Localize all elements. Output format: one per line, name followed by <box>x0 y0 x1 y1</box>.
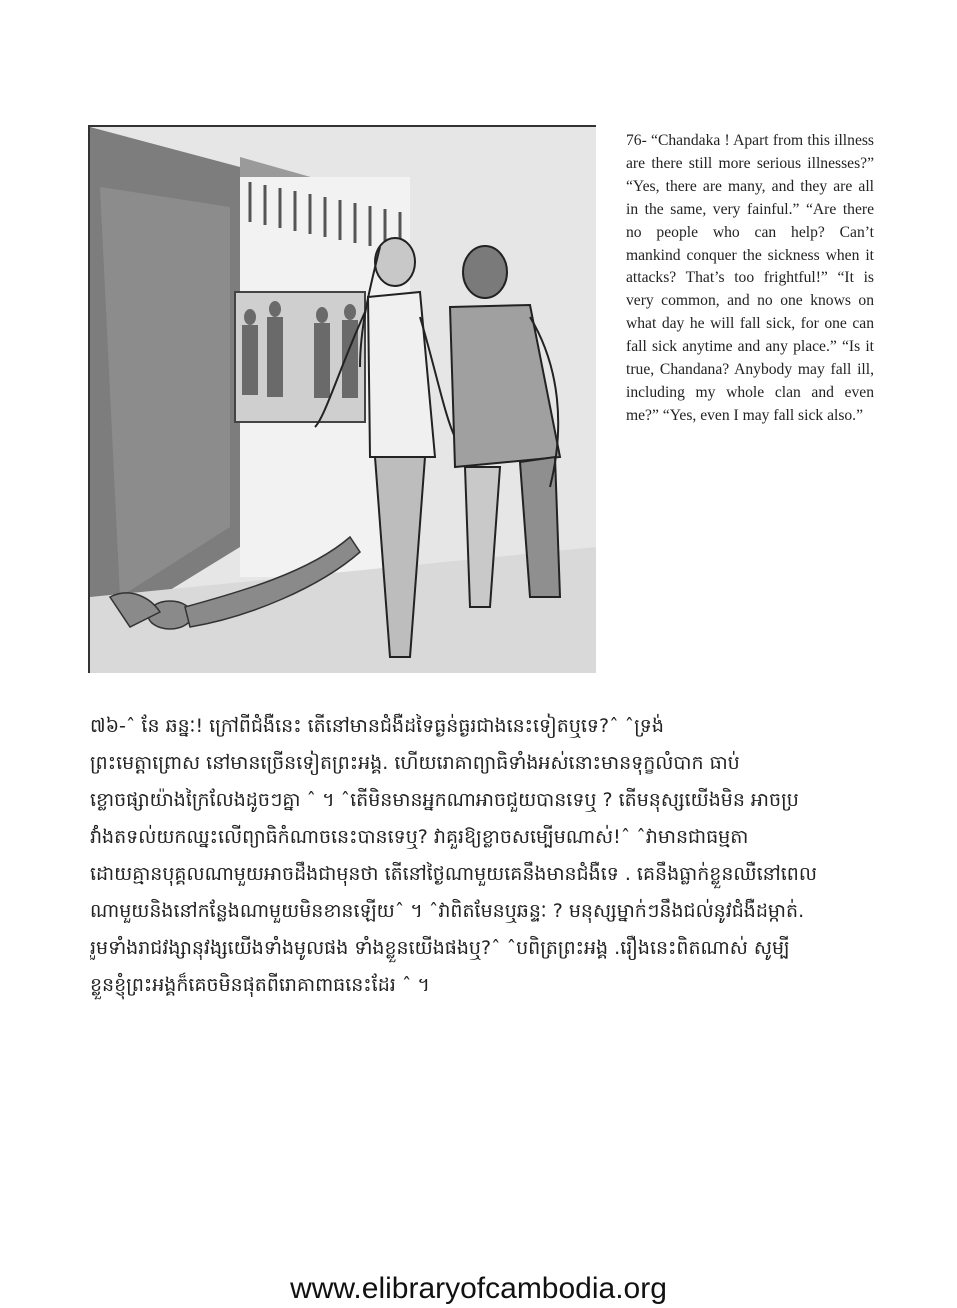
khmer-line-1: ៧៦-ˆ នែ ឆន្នៈ! ក្រៅពីជំងឺនេះ តើនៅមានជំងឺដទៃធ្ងន់ធ្ងរជាងនេះទៀតឬទេ?ˆ ˆទ្រង់ <box>90 715 664 737</box>
english-caption <box>626 130 874 428</box>
khmer-text-block <box>90 708 890 1004</box>
khmer-line-5: ដោយគ្មានបុគ្គលណាមួយអាចដឹងជាមុនថា តើនៅថ្ងៃណាមួយគេនឹងមានជំងឺទេ . គេនឹងធ្លាក់ខ្លួនឈឺនៅពេល <box>90 863 817 885</box>
chandaka-and-prince-viewing-sick-person-icon <box>90 127 596 673</box>
illustration <box>88 125 596 673</box>
khmer-line-8: ខ្លួនខ្ញុំព្រះអង្គក៏គេចមិនផុតពីរោគាពាធនេះដែរ ˆ ។ <box>90 974 430 996</box>
footer-url[interactable]: www.elibraryofcambodia.org <box>290 1272 667 1305</box>
khmer-line-4: វាំងតទល់យកឈ្នះលើព្យាធិកំណាចនេះបានទេឬ? វាគួរឱ្យខ្លាចសម្បើមណាស់!ˆ ˆវាមានជាធម្មតា <box>90 826 749 848</box>
khmer-line-3: ខ្លោចផ្សាយ៉ាងក្រៃលែងដូចៗគ្នា ˆ ។ ˆតើមិនមានអ្នកណាអាចជួយបានទេឬ ? តើមនុស្សយើងមិន អាចប្រ <box>90 789 799 811</box>
english-paragraph: 76- “Chandaka ! Apart from this illness are there still more serious illnesses?” “Yes, there are many, and they are all in the same, very fainful.” “Are there no people who can help? Can’t mankind conquer the sickness when it attacks? That’s too frightful!” “It is very common, and no one knows on what day he will fall sick, for one can fall sick anytime and any place.” “Is it true, Chandana? Anybody may fall ill, including my whole clan and even me?” “Yes, even I may fall sick also.” <box>626 132 874 424</box>
khmer-line-7: រួមទាំងរាជវង្សានុវង្សយើងទាំងមូលផង ទាំងខ្លួនយើងផងឬ?ˆ ˆបពិត្រព្រះអង្គ .រឿងនេះពិតណាស់ សូម្បី <box>90 937 790 959</box>
khmer-line-2: ព្រះមេត្តាព្រោស នៅមានច្រើនទៀតព្រះអង្គ. ហើយរោគាព្យាធិទាំងអស់នោះមានទុក្ខលំបាក ធាប់ <box>90 752 740 774</box>
khmer-line-6: ណាមួយនិងនៅកន្លែងណាមួយមិនខានឡើយˆ ។ ˆវាពិតមែនឬឆន្ទៈ ? មនុស្សម្នាក់ៗនឹងជល់នូវជំងឺដម្កាត់. <box>90 900 805 922</box>
